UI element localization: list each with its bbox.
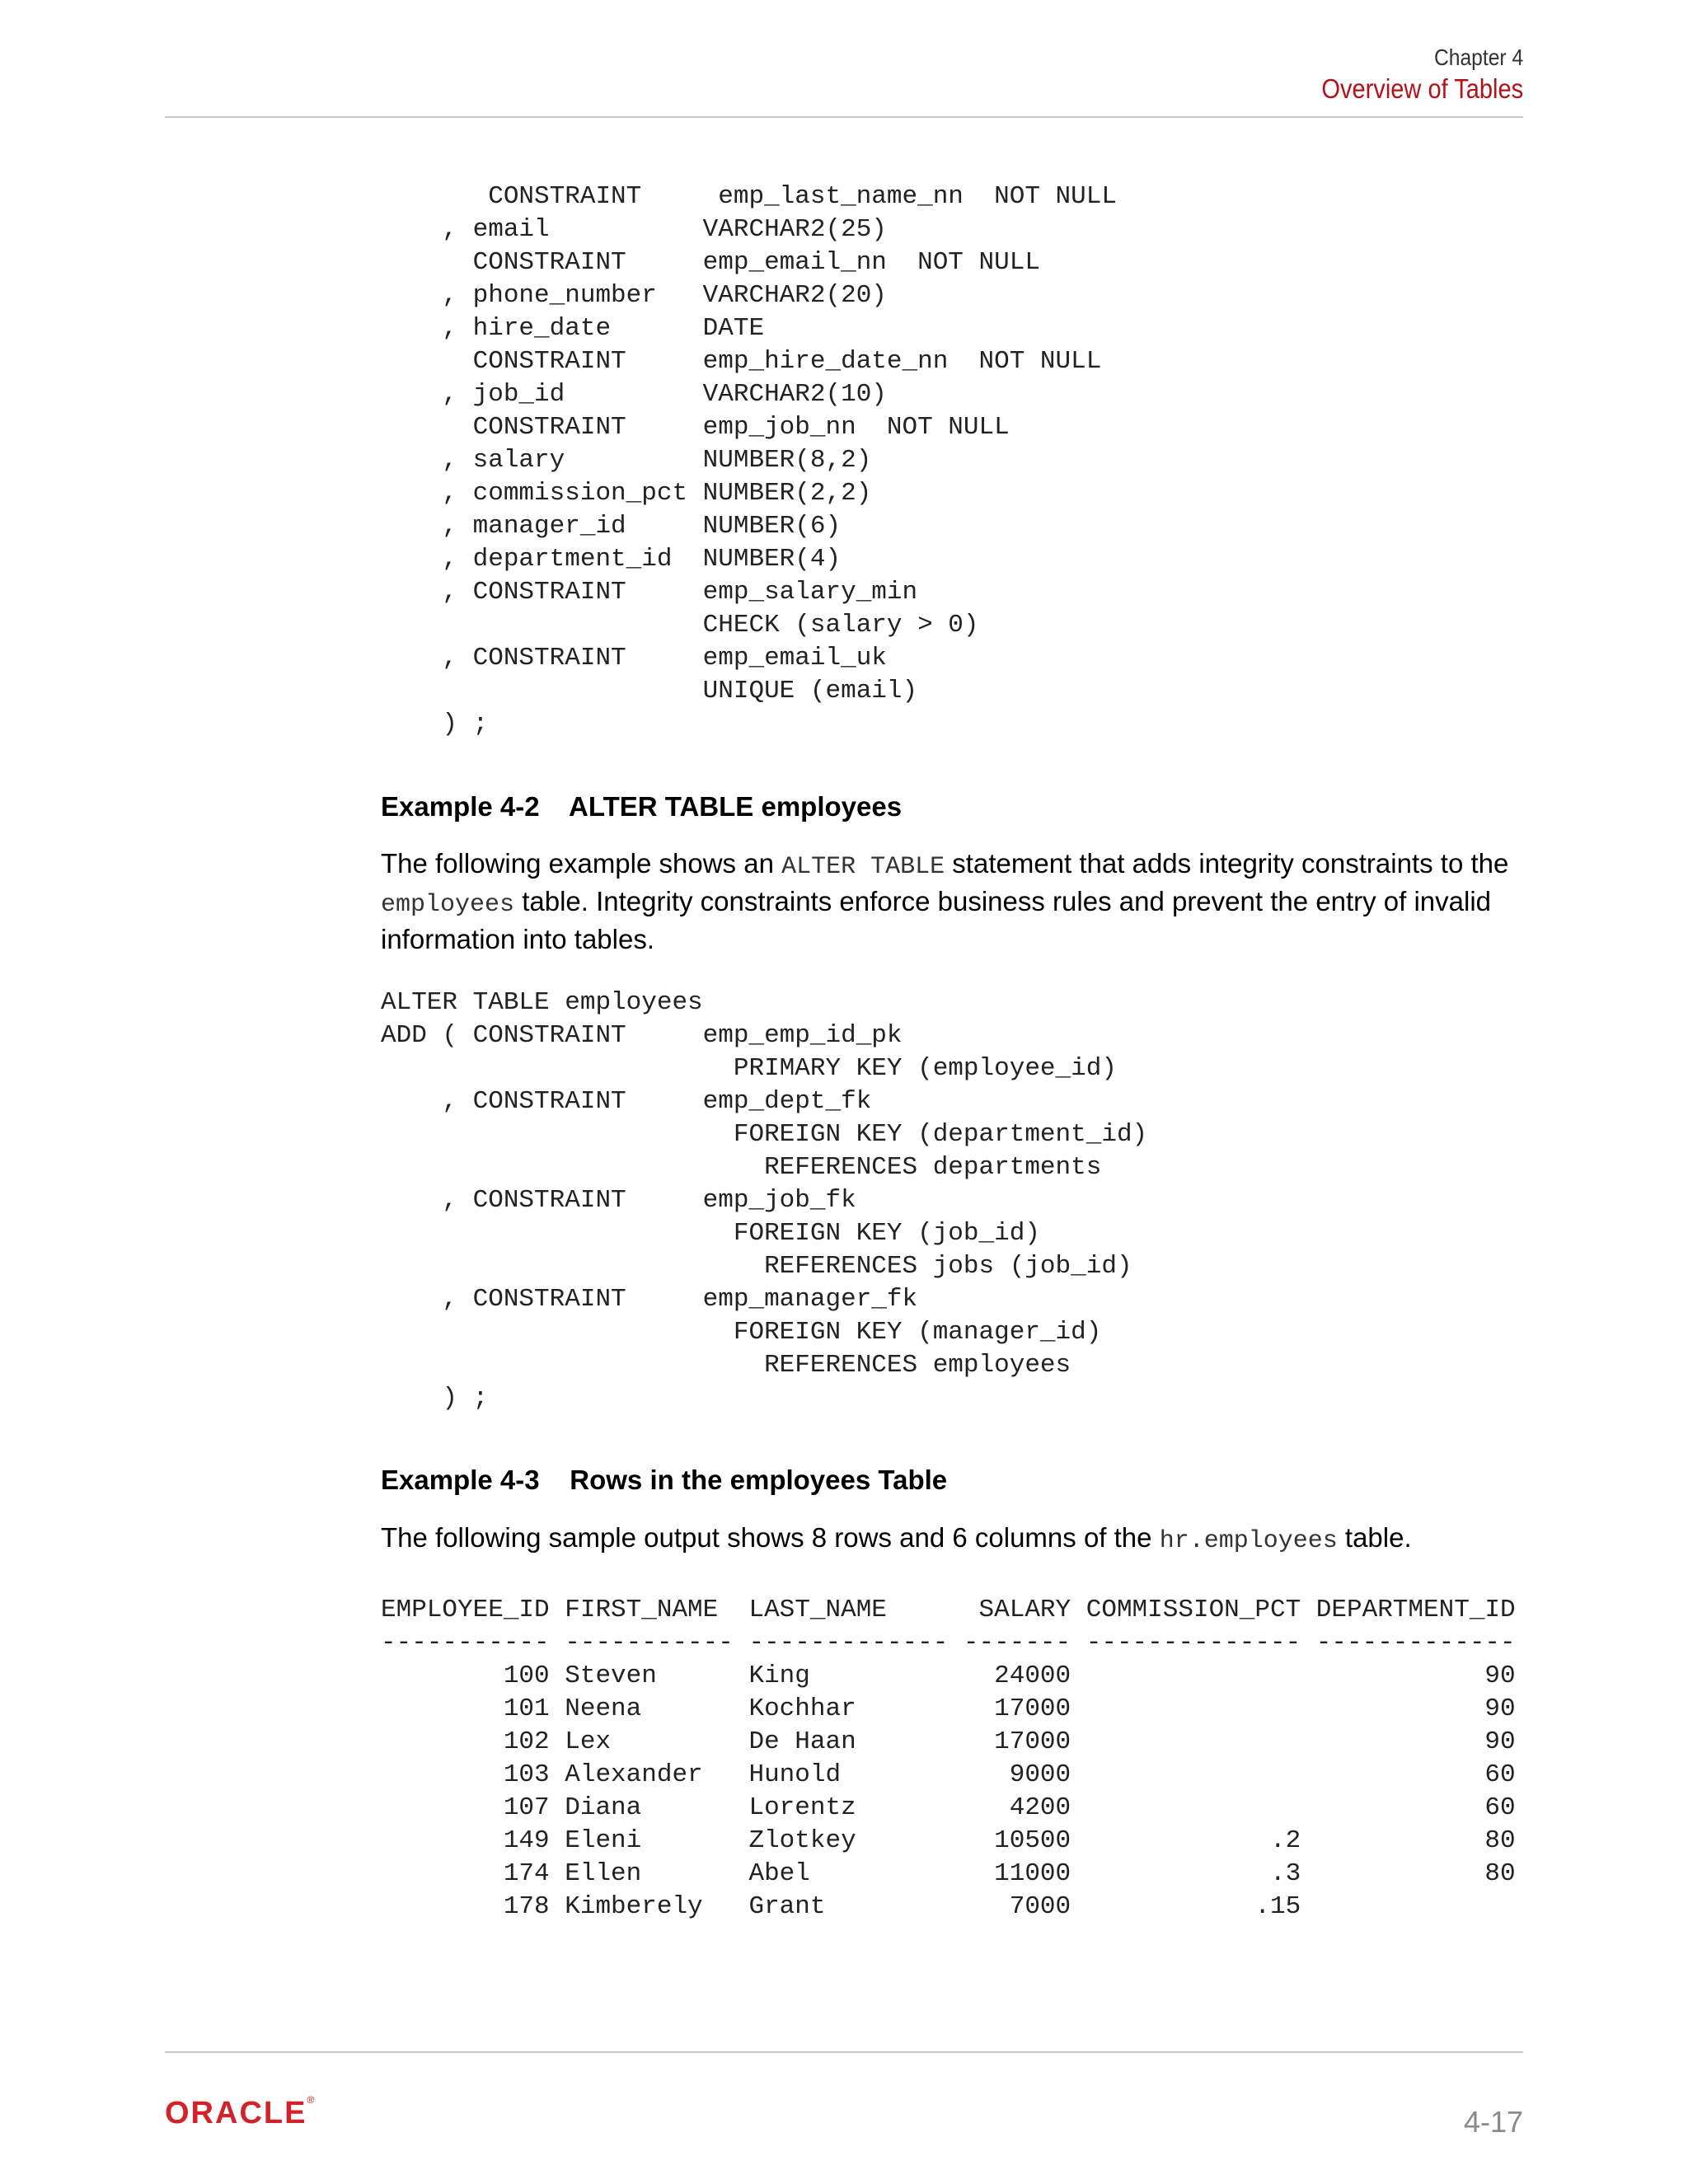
example-4-3-description [381, 1521, 1523, 1558]
code-block-alter-table: ALTER TABLE employees ADD ( CONSTRAINT emp_emp_id_pk PRIMARY KEY (employee_id) , CONSTRAINT emp_dept_fk FOREIGN KEY (department_id) REFERENCES departments , CONSTRAINT emp_job_fk FOREIGN KEY (job_id) REFERENCES jobs (job_id) , CONSTRAINT emp_manager_fk FOREIGN KEY (manager_id) REFERENCES employees ) ; [381, 988, 1148, 1413]
logo-text: ORACLE [165, 2096, 307, 2130]
example-heading-4-3: Example 4-3 Rows in the employees Table [381, 1465, 948, 1495]
code-block-create-table-continued: CONSTRAINT emp_last_name_nn NOT NULL , email VARCHAR2(25) CONSTRAINT emp_email_nn NOT NULL , phone_number VARCHAR2(20) , hire_date DATE CONSTRAINT emp_hire_date_nn NOT NULL , job_id VARCHAR2(10) CONSTRAINT emp_job_nn NOT NULL , salary NUMBER(8,2) , commission_pct NUMBER(2,2) , manager_id NUMBER(6) , department_id NUMBER(4) , CONSTRAINT emp_salary_min CHECK (salary > 0) , CONSTRAINT emp_email_uk UNIQUE (email) ) ; [442, 182, 1117, 738]
text-segment: The following example shows an [381, 848, 782, 879]
text-segment: The following sample output shows 8 rows and 6 columns of the [381, 1522, 1160, 1553]
chapter-title: Overview of Tables [1321, 73, 1523, 104]
text-segment: table. Integrity constraints enforce business rules and prevent the entry of invalid information into tables. [381, 886, 1492, 954]
running-header [1294, 43, 1523, 105]
text-segment: table. [1337, 1522, 1412, 1553]
oracle-logo [165, 2096, 314, 2131]
page-number: 4-17 [1463, 2105, 1523, 2139]
inline-code: employees [381, 891, 515, 919]
inline-code: hr.employees [1159, 1527, 1338, 1555]
footer-divider [165, 2051, 1523, 2053]
header-divider [165, 116, 1523, 118]
text-segment: statement that adds integrity constraints to the [945, 848, 1509, 879]
registered-mark: ® [307, 2094, 315, 2106]
example-4-2-description [381, 846, 1523, 956]
inline-code: ALTER TABLE [781, 853, 945, 881]
chapter-label: Chapter 4 [1433, 45, 1523, 70]
query-output-block: EMPLOYEE_ID FIRST_NAME LAST_NAME SALARY COMMISSION_PCT DEPARTMENT_ID ----------- ----------- ------------- ------- -------------- ------------- 100 Steven King 24000 90 101 Neena Kochhar 17000 90 102 Lex De Haan 17000 90 103 Alexander Hunold 9000 60 107 Diana Lorentz 4200 60 149 Eleni Zlotkey 10500 .2 80 174 Ellen Abel 11000 .3 80 178 Kimberely Grant 7000 .15 [381, 1596, 1516, 1921]
example-heading-4-2: Example 4-2 ALTER TABLE employees [381, 791, 903, 822]
